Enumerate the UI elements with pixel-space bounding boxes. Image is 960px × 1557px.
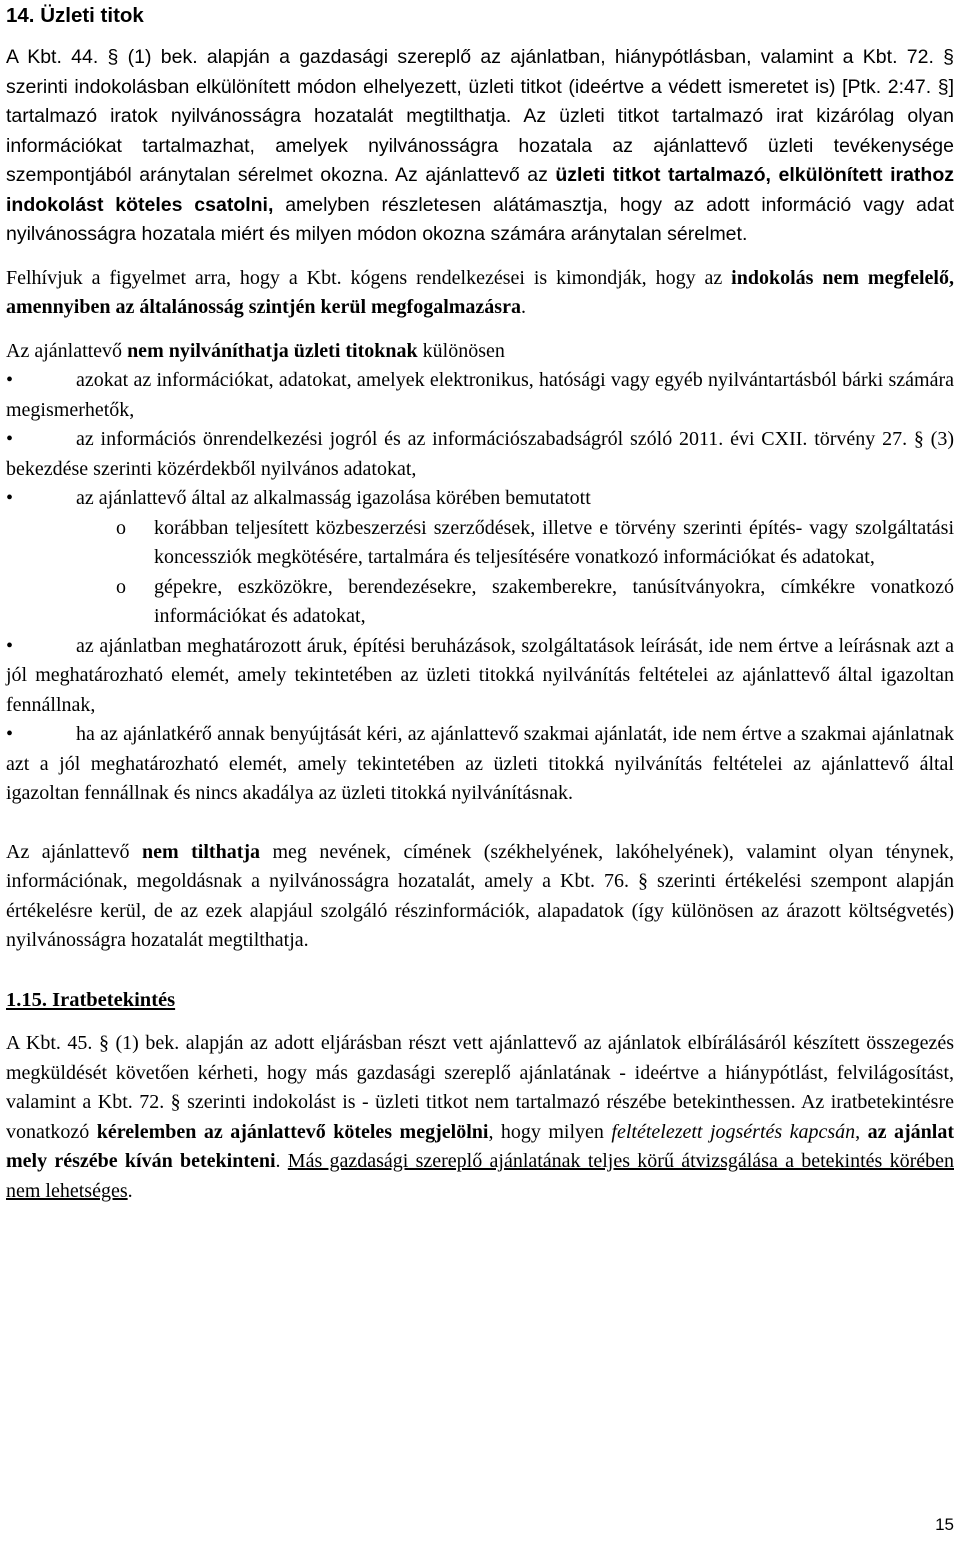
- list-item: [6, 366, 954, 425]
- document-page: [6, 0, 954, 1206]
- paragraph-business-secret: [6, 43, 954, 250]
- bold-text: üzleti titkot tartalmazó, elkülönített irathoz indokolást köteles csatolni,: [6, 164, 954, 216]
- subsection-heading: 1.15. Iratbetekintés: [6, 988, 176, 1011]
- list-item-text: azokat az információkat, adatokat, amelyek elektronikus, hatósági vagy egyéb nyilvántartásból bárki számára megismerhetők,: [6, 369, 954, 421]
- list-item-text: az információs önrendelkezési jogról és az információszabadságról szóló 2011. évi CXII. törvény 27. § (3) bekezdése szerinti közérdekből nyilvános adatokat,: [6, 428, 954, 480]
- bold-text: kérelemben az ajánlattevő köteles megjelölni: [96, 1120, 489, 1143]
- paragraph-text: Az ajánlattevő: [6, 840, 142, 863]
- page-number: 15: [935, 1515, 954, 1534]
- bullet-icon: •: [6, 723, 14, 745]
- paragraph-text: .: [127, 1179, 133, 1202]
- list-item: [6, 720, 954, 809]
- paragraph-text: különösen: [417, 339, 505, 362]
- paragraph-text: A Kbt. 45. § (1) bek. alapján az adott eljárásban részt vett ajánlattevő az ajánlatok elbírálásáról készített összegezés megküldését követően kérheti, hogy más gazdasági szereplő ajánlatának - ideértve a hiánypótlást, felvilágosítást, valamint a Kbt. 72. § szerinti indokolást is - üzleti titkot nem tartalmazó részébe betekinthessen. Az iratbetekintésre vonatkozó: [6, 1032, 954, 1143]
- paragraph-text: Az ajánlattevő: [6, 339, 128, 362]
- bullet-icon: •: [6, 487, 14, 509]
- paragraph-notice: [6, 264, 954, 323]
- circle-bullet-icon: o: [116, 516, 126, 539]
- paragraph-text: , hogy milyen: [488, 1120, 612, 1143]
- circle-bullet-icon: o: [116, 575, 126, 598]
- paragraph-inspection: [6, 1029, 954, 1206]
- bold-text: nem nyilváníthatja üzleti titoknak: [127, 339, 418, 362]
- paragraph-text: Felhívjuk a figyelmet arra, hogy a Kbt. kógens rendelkezései is kimondják, hogy az: [6, 266, 732, 289]
- bold-text: indokolás nem megfelelő, amennyiben az általánosság szintjén kerül megfogalmazásra: [6, 266, 954, 318]
- paragraph-cannot-prohibit: [6, 838, 954, 956]
- paragraph-text: .: [520, 296, 526, 318]
- list-item: [6, 632, 954, 721]
- underlined-text: Más gazdasági szereplő ajánlatának teljes körű átvizsgálása a betekintés körében nem lehetséges: [6, 1150, 954, 1202]
- section-heading: 14. Üzleti titok: [6, 4, 144, 27]
- italic-text: feltételezett jogsértés kapcsán: [611, 1120, 856, 1143]
- paragraph-text: amelyben részletesen alátámasztja, hogy az adott információ vagy adat nyilvánosságra hozatala miért és milyen módon okozna számára aránytalan sérelmet.: [6, 193, 955, 245]
- paragraph-text: .: [275, 1150, 288, 1172]
- paragraph-cannot-declare: [6, 337, 954, 367]
- list-item-text: az ajánlatban meghatározott áruk, építési beruházások, szolgáltatások leírását, ide nem értve a leírásnak azt a jól meghatározható elemét, amely tekintetében az üzleti titokká nyilvánítás feltételei az ajánlattevő által igazoltan fennállnak,: [6, 634, 954, 716]
- list-item: [6, 425, 954, 484]
- bold-text: nem tilthatja: [142, 840, 261, 863]
- bullet-icon: •: [6, 428, 14, 450]
- paragraph-text: ,: [855, 1120, 868, 1143]
- paragraph-text: A Kbt. 44. § (1) bek. alapján a gazdasági szereplő az ajánlatban, hiánypótlásban, valamint a Kbt. 72. § szerinti indokolásban elkülönített módon elhelyezett, üzleti titkot (ideértve a védett ismeretet is) [Ptk. 2:47. §] tartalmazó iratok nyilvánosságra hozatalát megtilthatja. Az üzleti titkot tartalmazó irat kizárólag olyan információkat tartalmazhat, amelyek nyilvánosságra hozatala az ajánlattevő üzleti tevékenysége szempontjából aránytalan sérelmet okozna. Az ajánlattevő az: [6, 46, 954, 186]
- list-item-text: ha az ajánlatkérő annak benyújtását kéri, az ajánlattevő szakmai ajánlatát, ide nem értve a szakmai ajánlatnak azt a jól meghatározható elemét, amely tekintetében az üzleti titokká nyilvánítás feltételei az ajánlattevő által igazoltan fennállnak és nincs akadálya az üzleti titokká nyilvánításnak.: [6, 723, 954, 804]
- paragraph-text: meg nevének, címének (székhelyének, lakóhelyének), valamint olyan ténynek, információnak, megoldásnak a nyilvánosságra hozatalát, amely a Kbt. 76. § szerinti értékelési szempont alapján értékelésre kerül, de az ezek alapjául szolgáló részinformációk, alapadatok (így különösen az árazott költségvetés) nyilvánosságra hozatalát megtilthatja.: [6, 840, 954, 951]
- bullet-icon: •: [6, 634, 14, 657]
- sub-list-item-text: korábban teljesített közbeszerzési szerződések, illetve e törvény szerinti építés- vagy szolgáltatási koncessziók megkötésére, tartalmára és teljesítésére vonatkozó információkat és adatokat,: [154, 516, 954, 568]
- sub-list-item-text: gépekre, eszközökre, berendezésekre, szakemberekre, tanúsítványokra, címkékre vonatkozó információkat és adatokat,: [154, 575, 954, 627]
- bold-text: az ajánlat mely részébe kíván betekinteni: [6, 1120, 955, 1172]
- list-item: [6, 484, 954, 514]
- bullet-icon: •: [6, 369, 14, 391]
- list-item-text: az ajánlattevő által az alkalmasság igazolása körében bemutatott: [76, 487, 591, 509]
- sub-list-item: [6, 573, 954, 632]
- sub-list-item: [6, 514, 954, 573]
